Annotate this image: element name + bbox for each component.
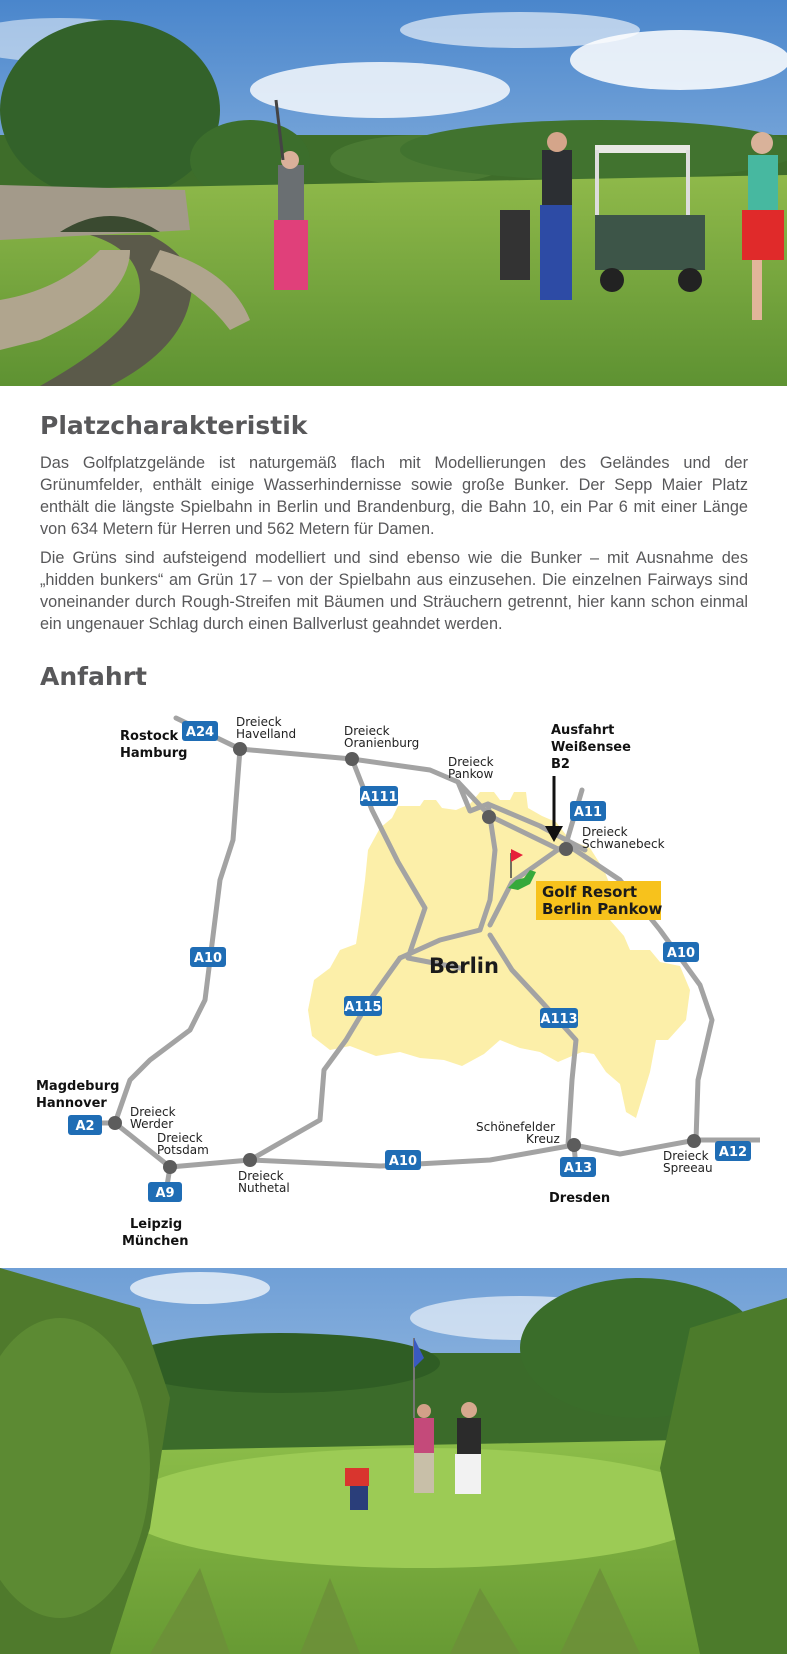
svg-text:A2: A2 (75, 1119, 95, 1134)
svg-text:Nuthetal: Nuthetal (238, 1181, 290, 1195)
svg-text:Oranienburg: Oranienburg (344, 736, 420, 750)
golf-photo-top (0, 0, 787, 386)
junction-oranienburg-dot (345, 752, 359, 766)
dest-hamburg: Hamburg (120, 746, 188, 761)
junction-werder-dot (108, 1116, 122, 1130)
resort-name-line-2: Berlin Pankow (542, 900, 663, 918)
junction-spreeau-dot (687, 1134, 701, 1148)
svg-text:A11: A11 (573, 805, 603, 820)
svg-text:Pankow: Pankow (448, 767, 494, 781)
route-map (30, 706, 760, 1258)
svg-text:A111: A111 (360, 790, 398, 805)
sign-a11 (570, 801, 606, 821)
svg-text:Dreieck: Dreieck (236, 715, 282, 729)
sign-a9 (148, 1182, 182, 1202)
svg-text:Dreieck: Dreieck (238, 1169, 284, 1183)
svg-text:Potsdam: Potsdam (157, 1143, 209, 1157)
svg-text:A10: A10 (193, 951, 223, 966)
characteristics-paragraph-1: Das Golfplatzgelände ist naturgemäß flach mit Modellierungen des Geländes und der Grünumfelder, enthält einige Wasserhindernisse sowie große Bunker. Der Sepp Maier Platz enthält die längste Spielbahn in Berlin und Brandenburg, die Bahn 10, ein Par 6 mit einer Länge von 634 Metern für Herren und 562 Metern für Damen. (40, 454, 748, 538)
resort-name-line-1: Golf Resort (542, 883, 638, 901)
dest-leipzig: Leipzig (130, 1217, 183, 1232)
svg-text:Kreuz: Kreuz (526, 1132, 560, 1146)
svg-text:Dreieck: Dreieck (130, 1105, 176, 1119)
junction-schoenefeld-dot (567, 1138, 581, 1152)
dest-rostock: Rostock (120, 729, 179, 744)
svg-text:Dreieck: Dreieck (448, 755, 494, 769)
dest-muenchen: München (122, 1234, 189, 1249)
characteristics-heading: Platzcharakteristik (40, 411, 308, 440)
junction-pankow-dot (482, 810, 496, 824)
svg-text:A13: A13 (563, 1161, 593, 1176)
svg-text:Dreieck: Dreieck (663, 1149, 709, 1163)
characteristics-paragraph-2: Die Grüns sind aufsteigend modelliert und sind ebenso wie die Bunker – mit Ausnahme des „hidden bunkers“ am Grün 17 – von der Spielbahn aus einzusehen. Die einzelnen Fairways sind voneinander durch Rough-Streifen mit Bäumen und Sträuchern getrennt, hier kann schon einmal ein ungenauer Schlag durch einen Ballverlust geahndet werden. (40, 549, 748, 633)
svg-text:Schwanebeck: Schwanebeck (582, 837, 665, 851)
svg-text:A113: A113 (540, 1012, 578, 1027)
junction-schwanebeck-dot (559, 842, 573, 856)
exit-label-line-2: Weißensee (551, 740, 631, 755)
sign-a12 (715, 1141, 751, 1161)
sign-a2 (68, 1115, 102, 1135)
svg-text:A9: A9 (155, 1186, 175, 1201)
svg-text:Havelland: Havelland (236, 727, 297, 741)
junction-potsdam-dot (163, 1160, 177, 1174)
sign-a10-south (385, 1150, 421, 1170)
dest-dresden: Dresden (549, 1191, 611, 1206)
junction-nuthetal-dot (243, 1153, 257, 1167)
sign-a24 (182, 721, 218, 741)
svg-text:Werder: Werder (130, 1117, 174, 1131)
sign-a10-east (663, 942, 699, 962)
dest-hannover: Hannover (36, 1096, 107, 1111)
exit-label-line-3: B2 (551, 757, 570, 772)
svg-text:Spreeau: Spreeau (663, 1161, 713, 1175)
svg-text:Schönefelder: Schönefelder (476, 1120, 556, 1134)
svg-text:Dreieck: Dreieck (344, 724, 390, 738)
road-a10-west (115, 749, 240, 1123)
sign-a113 (540, 1008, 578, 1028)
svg-text:A115: A115 (344, 1000, 382, 1015)
directions-heading: Anfahrt (40, 662, 147, 691)
sign-a111 (360, 786, 398, 806)
svg-text:Dreieck: Dreieck (582, 825, 628, 839)
sign-a13 (560, 1157, 596, 1177)
junction-havelland-dot (233, 742, 247, 756)
svg-text:A10: A10 (388, 1154, 418, 1169)
svg-text:A24: A24 (185, 725, 215, 740)
sign-a10-west (190, 947, 226, 967)
exit-label-line-1: Ausfahrt (551, 723, 615, 738)
svg-text:A12: A12 (718, 1145, 748, 1160)
dest-magdeburg: Magdeburg (36, 1079, 120, 1094)
city-label-berlin: Berlin (429, 954, 499, 978)
sign-a115 (344, 996, 382, 1016)
svg-text:Dreieck: Dreieck (157, 1131, 203, 1145)
directions-section (40, 662, 748, 691)
golf-photo-bottom (0, 1268, 787, 1654)
characteristics-section (40, 411, 748, 635)
svg-text:A10: A10 (666, 946, 696, 961)
